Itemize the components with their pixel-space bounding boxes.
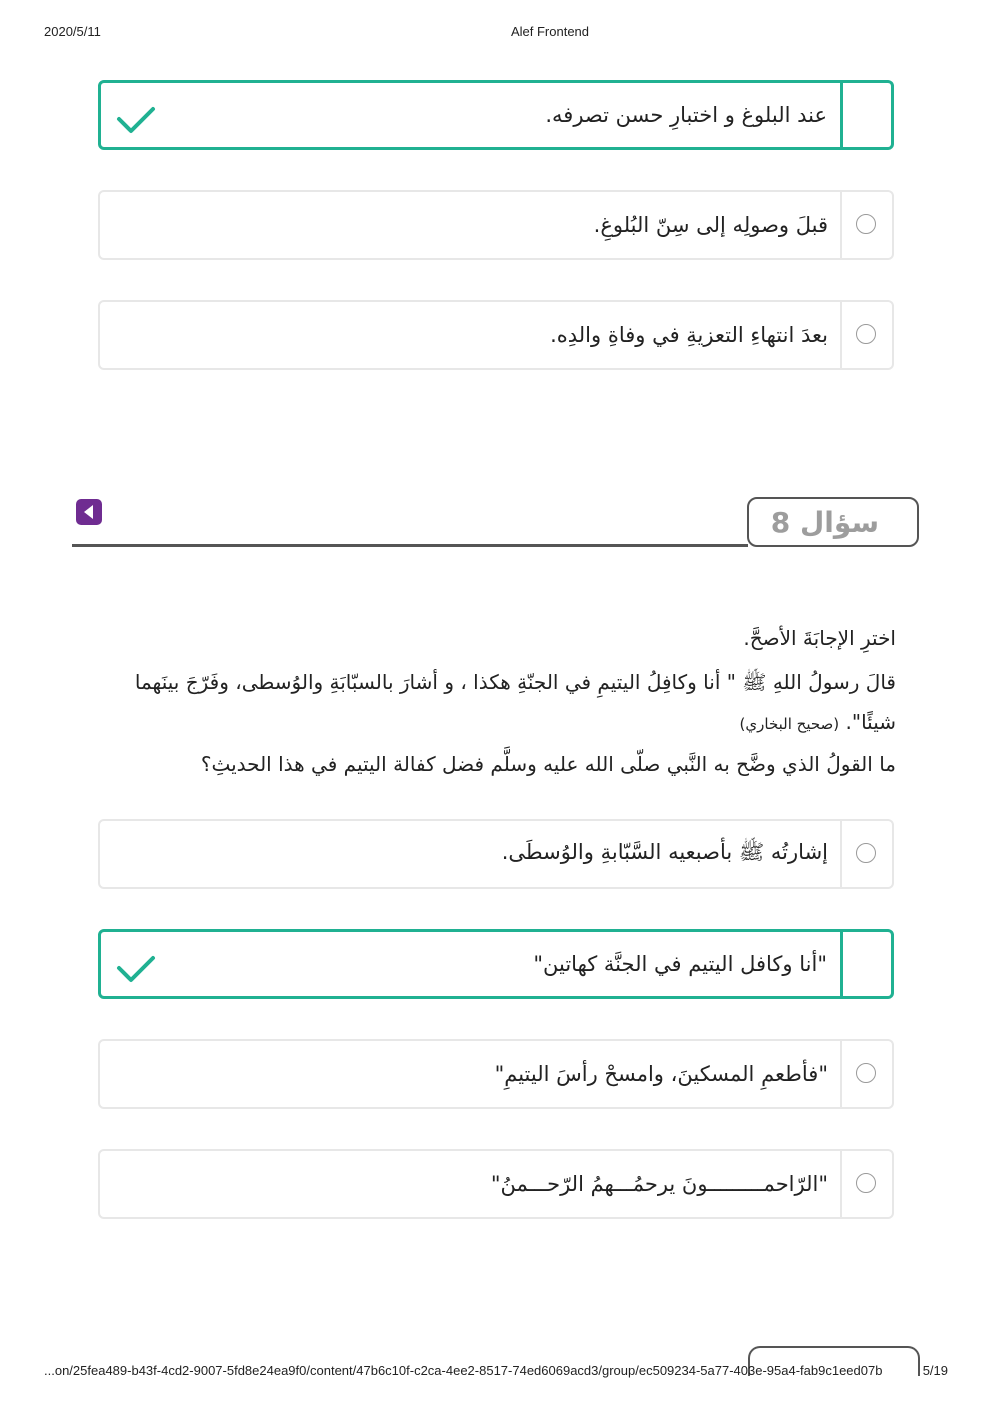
option-text: "أنا وكافل اليتيم في الجنَّة كهاتين" xyxy=(533,952,827,976)
option-marker-cell xyxy=(840,83,891,147)
previous-question-button[interactable] xyxy=(76,499,102,525)
answer-option[interactable] xyxy=(98,1149,894,1219)
question-instruction: اخترِ الإجابَةَ الأصحَّ. xyxy=(743,626,896,650)
answer-option[interactable] xyxy=(98,1039,894,1109)
radio-button[interactable] xyxy=(856,1063,876,1083)
question-number-tab xyxy=(747,497,919,547)
radio-button[interactable] xyxy=(856,843,876,863)
question-header-divider xyxy=(72,544,748,547)
answer-option[interactable] xyxy=(98,819,894,889)
print-title: Alef Frontend xyxy=(510,24,590,39)
option-text: "الرّاحمـــــــــونَ يرحمُـــهمُ الرّحـــمنُ" xyxy=(490,1172,828,1196)
radio-button[interactable] xyxy=(856,324,876,344)
print-date: 2020/5/11 xyxy=(44,24,101,39)
answer-option-correct[interactable] xyxy=(98,80,894,150)
option-marker-cell xyxy=(840,1041,892,1107)
option-text: "فأطعمِ المسكينَ، وامسحْ رأسَ اليتيمِ" xyxy=(494,1062,828,1086)
option-text: عند البلوغ و اختبارِ حسن تصرفه. xyxy=(545,103,827,127)
option-marker-cell xyxy=(840,821,892,887)
checkmark-icon xyxy=(115,952,157,986)
hadith-text-end: شيئًا". xyxy=(845,710,896,734)
print-url: ...on/25fea489-b43f-4cd2-9007-5fd8e24ea9f0/content/47b6c10f-c2ca-4ee2-8517-74ed6069acd3/group/ec509234-5a77-403e-95a4-fab9c1eed07b xyxy=(44,1363,883,1378)
hadith-source: (صحيح البخاري) xyxy=(739,715,840,733)
checkmark-icon xyxy=(115,103,157,137)
question-label: سؤال 8 xyxy=(770,505,879,539)
option-text: إشارتُه ﷺ بأصبعيه السَّبّابةِ والوُسطَى. xyxy=(501,839,828,864)
option-marker-cell xyxy=(840,302,892,368)
answer-option-correct[interactable] xyxy=(98,929,894,999)
radio-button[interactable] xyxy=(856,1173,876,1193)
option-marker-cell xyxy=(840,1151,892,1217)
option-text: قبلَ وصولِه إلى سِنّ البُلوغِ. xyxy=(593,213,828,237)
hadith-text-line2 xyxy=(116,710,896,734)
hadith-text-line1: قالَ رسولُ اللهِ ﷺ " أنا وكافِلُ اليتيمِ في الجنّةِ هكذا ، و أشارَ بالسبّابَةِ والوُسطى، وفَرّجَ بينَهما xyxy=(134,670,896,694)
answer-option[interactable] xyxy=(98,300,894,370)
question-prompt: ما القولُ الذي وضَّح به النَّبي صلّى الله عليه وسلَّم فضل كفالة اليتيم في هذا الحديثِ؟ xyxy=(200,752,896,776)
answer-option[interactable] xyxy=(98,190,894,260)
option-marker-cell xyxy=(840,192,892,258)
caret-left-icon xyxy=(84,505,93,519)
radio-button[interactable] xyxy=(856,214,876,234)
option-marker-cell xyxy=(840,932,891,996)
option-text: بعدَ انتهاءِ التعزيةِ في وفاةِ والدِه. xyxy=(550,323,828,347)
print-page-number: 5/19 xyxy=(922,1363,948,1378)
print-header xyxy=(0,24,992,42)
